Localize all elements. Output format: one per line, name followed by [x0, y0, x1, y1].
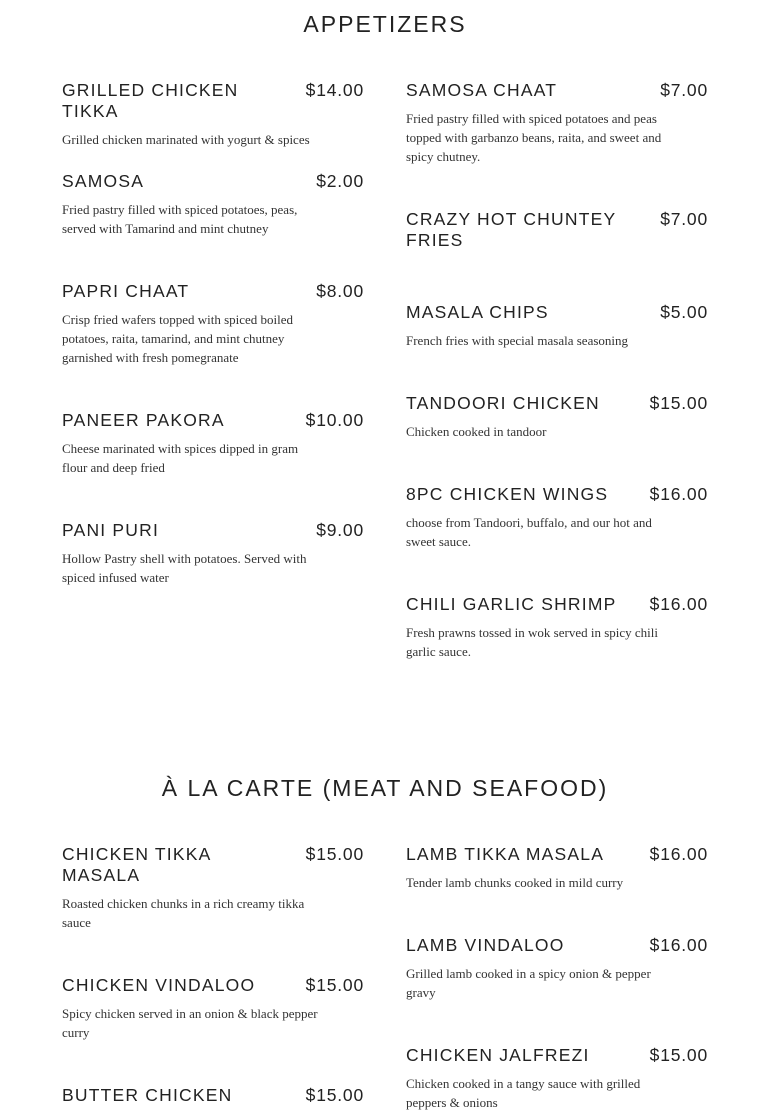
menu-item-price: $9.00 [316, 520, 364, 540]
menu-item-price: $16.00 [649, 935, 708, 955]
menu-item-price: $15.00 [305, 975, 364, 995]
menu-item-description: Roasted chicken chunks in a rich creamy tikka sauce [62, 896, 305, 930]
menu-item-price: $16.00 [649, 484, 708, 504]
menu-item-header [62, 1085, 364, 1106]
menu-item [62, 80, 364, 149]
menu-item-name: PAPRI CHAAT [62, 281, 190, 301]
menu-item [62, 520, 364, 587]
menu-item-header [406, 209, 708, 251]
menu-item-header [406, 80, 708, 101]
menu-item-price: $16.00 [649, 844, 708, 864]
menu-item [406, 209, 708, 251]
menu-item-name: CHICKEN VINDALOO [62, 975, 256, 995]
menu-item-header [406, 1045, 708, 1066]
menu-item-name: CHICKEN TIKKA MASALA [62, 844, 211, 885]
menu-item-header [62, 844, 364, 886]
menu-item-name: CRAZY HOT CHUNTEY FRIES [406, 209, 617, 250]
menu-item-description: Hollow Pastry shell with potatoes. Served with spiced infused water [62, 551, 307, 585]
menu-item-header [62, 975, 364, 996]
menu-item [62, 975, 364, 1042]
section-title-a-la-carte: À LA CARTE (MEAT AND SEAFOOD) [161, 775, 609, 801]
menu-item [62, 171, 364, 238]
menu-item-name: CHILI GARLIC SHRIMP [406, 594, 617, 614]
menu-item-description: Grilled lamb cooked in a spicy onion & pepper gravy [406, 966, 651, 1000]
menu-item-price: $2.00 [316, 171, 364, 191]
menu-item-header [406, 844, 708, 865]
menu-item-header [406, 935, 708, 956]
menu-item-description: Fresh prawns tossed in wok served in spicy chili garlic sauce. [406, 625, 659, 659]
menu-item-name: CHICKEN JALFREZI [406, 1045, 590, 1065]
menu-item-price: $15.00 [649, 1045, 708, 1065]
menu-item [406, 844, 708, 892]
menu-item-description: choose from Tandoori, buffalo, and our hot and sweet sauce. [406, 515, 652, 549]
menu-item-header [62, 281, 364, 302]
menu-item-description: Chicken cooked in tandoor [406, 424, 547, 439]
menu-item-header [406, 594, 708, 615]
menu-item-name: LAMB TIKKA MASALA [406, 844, 605, 864]
menu-item-description: Fried pastry filled with spiced potatoes and peas topped with garbanzo beans, raita, and sweet and spicy chutney. [406, 111, 662, 164]
menu-item [406, 302, 708, 350]
menu-item-price: $7.00 [660, 80, 708, 100]
menu-item [406, 1045, 708, 1112]
menu-item-name: 8PC CHICKEN WINGS [406, 484, 609, 504]
menu-item-header [62, 520, 364, 541]
menu-item [406, 393, 708, 441]
menu-item-name: MASALA CHIPS [406, 302, 549, 322]
menu-item-description: Chicken cooked in a tangy sauce with grilled peppers & onions [406, 1076, 641, 1110]
menu-item-price: $7.00 [660, 209, 708, 229]
menu-item-price: $15.00 [305, 844, 364, 864]
menu-item-description: Crisp fried wafers topped with spiced boiled potatoes, raita, tamarind, and mint chutney garnished with fresh pomegranate [62, 312, 294, 365]
menu-item-description: Spicy chicken served in an onion & black pepper curry [62, 1006, 318, 1040]
menu-item [406, 594, 708, 661]
menu-item-price: $8.00 [316, 281, 364, 301]
menu-item [62, 844, 364, 932]
menu-item-price: $10.00 [305, 410, 364, 430]
menu-item-name: SAMOSA CHAAT [406, 80, 558, 100]
menu-item-header [62, 171, 364, 192]
menu-item [62, 410, 364, 477]
menu-item-header [62, 410, 364, 431]
menu-item-name: LAMB VINDALOO [406, 935, 565, 955]
menu-item-price: $14.00 [305, 80, 364, 100]
menu-item-price: $16.00 [649, 594, 708, 614]
menu-item [406, 80, 708, 166]
section-title-appetizers: APPETIZERS [303, 11, 467, 37]
menu-item-name: TANDOORI CHICKEN [406, 393, 600, 413]
menu-item-header [406, 393, 708, 414]
menu-item-header [62, 80, 364, 122]
menu-item-description: Fried pastry filled with spiced potatoes, peas, served with Tamarind and mint chutney [62, 202, 298, 236]
menu-item [62, 1085, 364, 1106]
menu-item-description: French fries with special masala seasoning [406, 333, 629, 348]
menu-item [406, 935, 708, 1002]
menu-item-name: PANI PURI [62, 520, 160, 540]
menu-item-name: PANEER PAKORA [62, 410, 225, 430]
menu-item-description: Grilled chicken marinated with yogurt & spices [62, 132, 310, 147]
menu-item-description: Tender lamb chunks cooked in mild curry [406, 875, 624, 890]
menu-item [406, 484, 708, 551]
menu-item-price: $15.00 [649, 393, 708, 413]
menu-item-price: $5.00 [660, 302, 708, 322]
menu-item-header [406, 484, 708, 505]
menu-item [62, 281, 364, 367]
menu-item-header [406, 302, 708, 323]
menu-item-description: Cheese marinated with spices dipped in gram flour and deep fried [62, 441, 299, 475]
menu-item-price: $15.00 [305, 1085, 364, 1105]
menu-item-name: BUTTER CHICKEN [62, 1085, 233, 1105]
menu-item-name: GRILLED CHICKEN TIKKA [62, 80, 239, 121]
menu-item-name: SAMOSA [62, 171, 145, 191]
